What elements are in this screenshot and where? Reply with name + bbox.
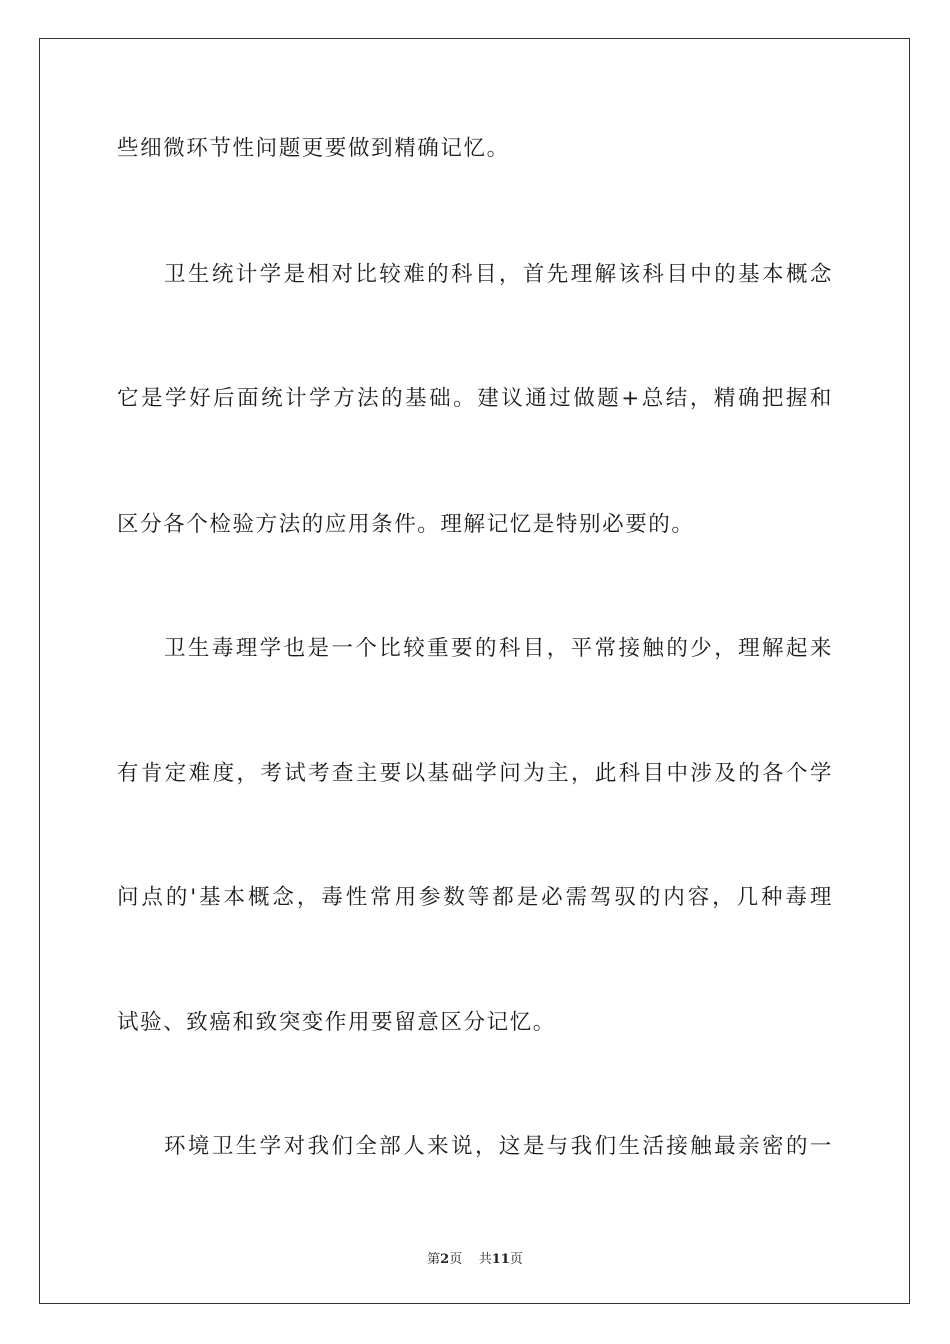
total-suffix: 页 <box>509 1252 523 1267</box>
page-number: 2 <box>440 1252 450 1267</box>
total-pages: 11 <box>491 1252 510 1267</box>
text-line-1: 些细微环节性问题更要做到精确记忆。 <box>117 136 510 161</box>
text-line-5: 卫生毒理学也是一个比较重要的科目，平常接触的少，理解起来 <box>164 636 833 661</box>
text-line-7: 问点的'基本概念，毒性常用参数等都是必需驾驭的内容，几种毒理 <box>117 885 833 910</box>
page-prefix: 第 <box>427 1252 441 1267</box>
page-suffix: 页 <box>449 1252 463 1267</box>
page-border <box>39 38 910 1304</box>
text-line-4: 区分各个检验方法的应用条件。理解记忆是特别必要的。 <box>117 512 695 537</box>
text-line-3: 它是学好后面统计学方法的基础。建议通过做题+总结，精确把握和 <box>117 386 833 411</box>
text-line-2: 卫生统计学是相对比较难的科目，首先理解该科目中的基本概念 <box>164 262 833 287</box>
page-footer <box>0 1248 950 1267</box>
text-line-6: 有肯定难度，考试考查主要以基础学问为主，此科目中涉及的各个学 <box>117 761 833 786</box>
text-line-9: 环境卫生学对我们全部人来说，这是与我们生活接触最亲密的一 <box>164 1134 833 1159</box>
total-prefix: 共 <box>478 1252 492 1267</box>
text-line-8: 试验、致癌和致突变作用要留意区分记忆。 <box>117 1010 556 1035</box>
